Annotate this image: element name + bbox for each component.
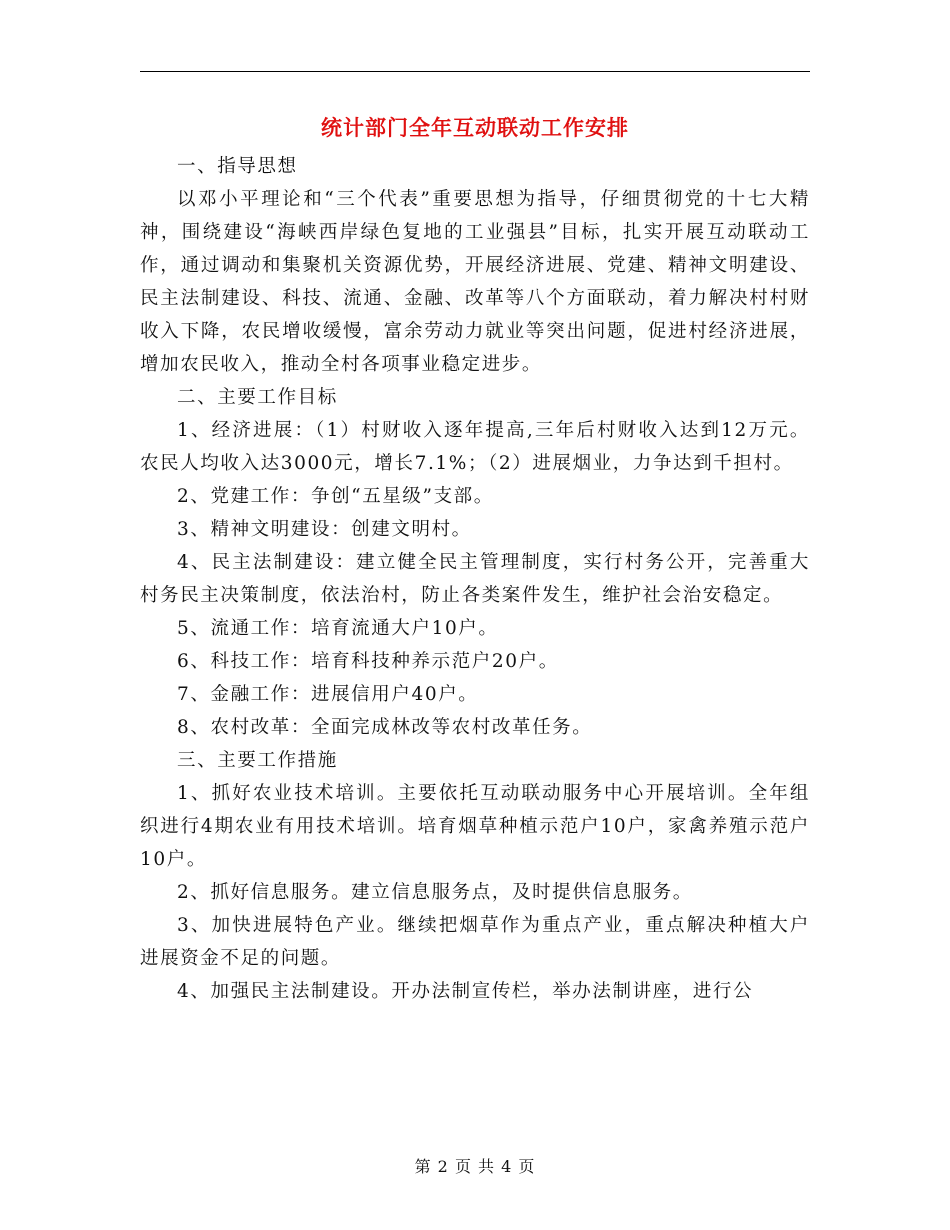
goal-legal-system: 4、民主法制建设：建立健全民主管理制度，实行村务公开，完善重大村务民主决策制度，依法治村，防止各类案件发生，维护社会治安稳定。	[140, 552, 810, 606]
goal-rural-reform: 8、农村改革：全面完成林改等农村改革任务。	[177, 717, 593, 738]
measure-industry: 3、加快进展特色产业。继续把烟草作为重点产业，重点解决种植大户进展资金不足的问题。	[140, 915, 810, 969]
section-heading-guiding-ideology: 一、指导思想	[177, 156, 298, 177]
document-title: 统计部门全年互动联动工作安排	[321, 116, 629, 140]
goal-circulation: 5、流通工作：培育流通大户10户。	[177, 618, 499, 639]
goal-technology: 6、科技工作：培育科技种养示范户20户。	[177, 651, 559, 672]
measure-legal: 4、加强民主法制建设。开办法制宣传栏，举办法制讲座，进行公	[177, 981, 754, 1002]
section-heading-main-goals: 二、主要工作目标	[177, 387, 338, 408]
measure-training: 1、抓好农业技术培训。主要依托互动联动服务中心开展培训。全年组织进行4期农业有用技术培训。培育烟草种植示范户10户，家禽养殖示范户10户。	[140, 783, 810, 870]
section-heading-main-measures: 三、主要工作措施	[177, 750, 338, 771]
goal-party-building: 2、党建工作：争创“五星级”支部。	[177, 486, 494, 507]
paragraph-guiding-ideology: 以邓小平理论和“三个代表”重要思想为指导，仔细贯彻党的十七大精神，围绕建设“海峡西岸绿色复地的工业强县”目标，扎实开展互动联动工作，通过调动和集聚机关资源优势，开展经济进展、党建、精神文明建设、民主法制建设、科技、流通、金融、改革等八个方面联动，着力解决村村财收入下降，农民增收缓慢，富余劳动力就业等突出问题，促进村经济进展，增加农民收入，推动全村各项事业稳定进步。	[140, 189, 810, 375]
header-rule	[140, 71, 810, 72]
page-footer: 第 2 页 共 4 页	[414, 1157, 536, 1176]
document-body	[140, 150, 810, 1008]
measure-information: 2、抓好信息服务。建立信息服务点，及时提供信息服务。	[177, 882, 693, 903]
goal-economy: 1、经济进展：（1）村财收入逐年提高,三年后村财收入达到12万元。农民人均收入达3000元，增长7.1%；（2）进展烟业，力争达到千担村。	[140, 420, 810, 474]
goal-finance: 7、金融工作：进展信用户40户。	[177, 684, 479, 705]
goal-civilization: 3、精神文明建设：创建文明村。	[177, 519, 472, 540]
